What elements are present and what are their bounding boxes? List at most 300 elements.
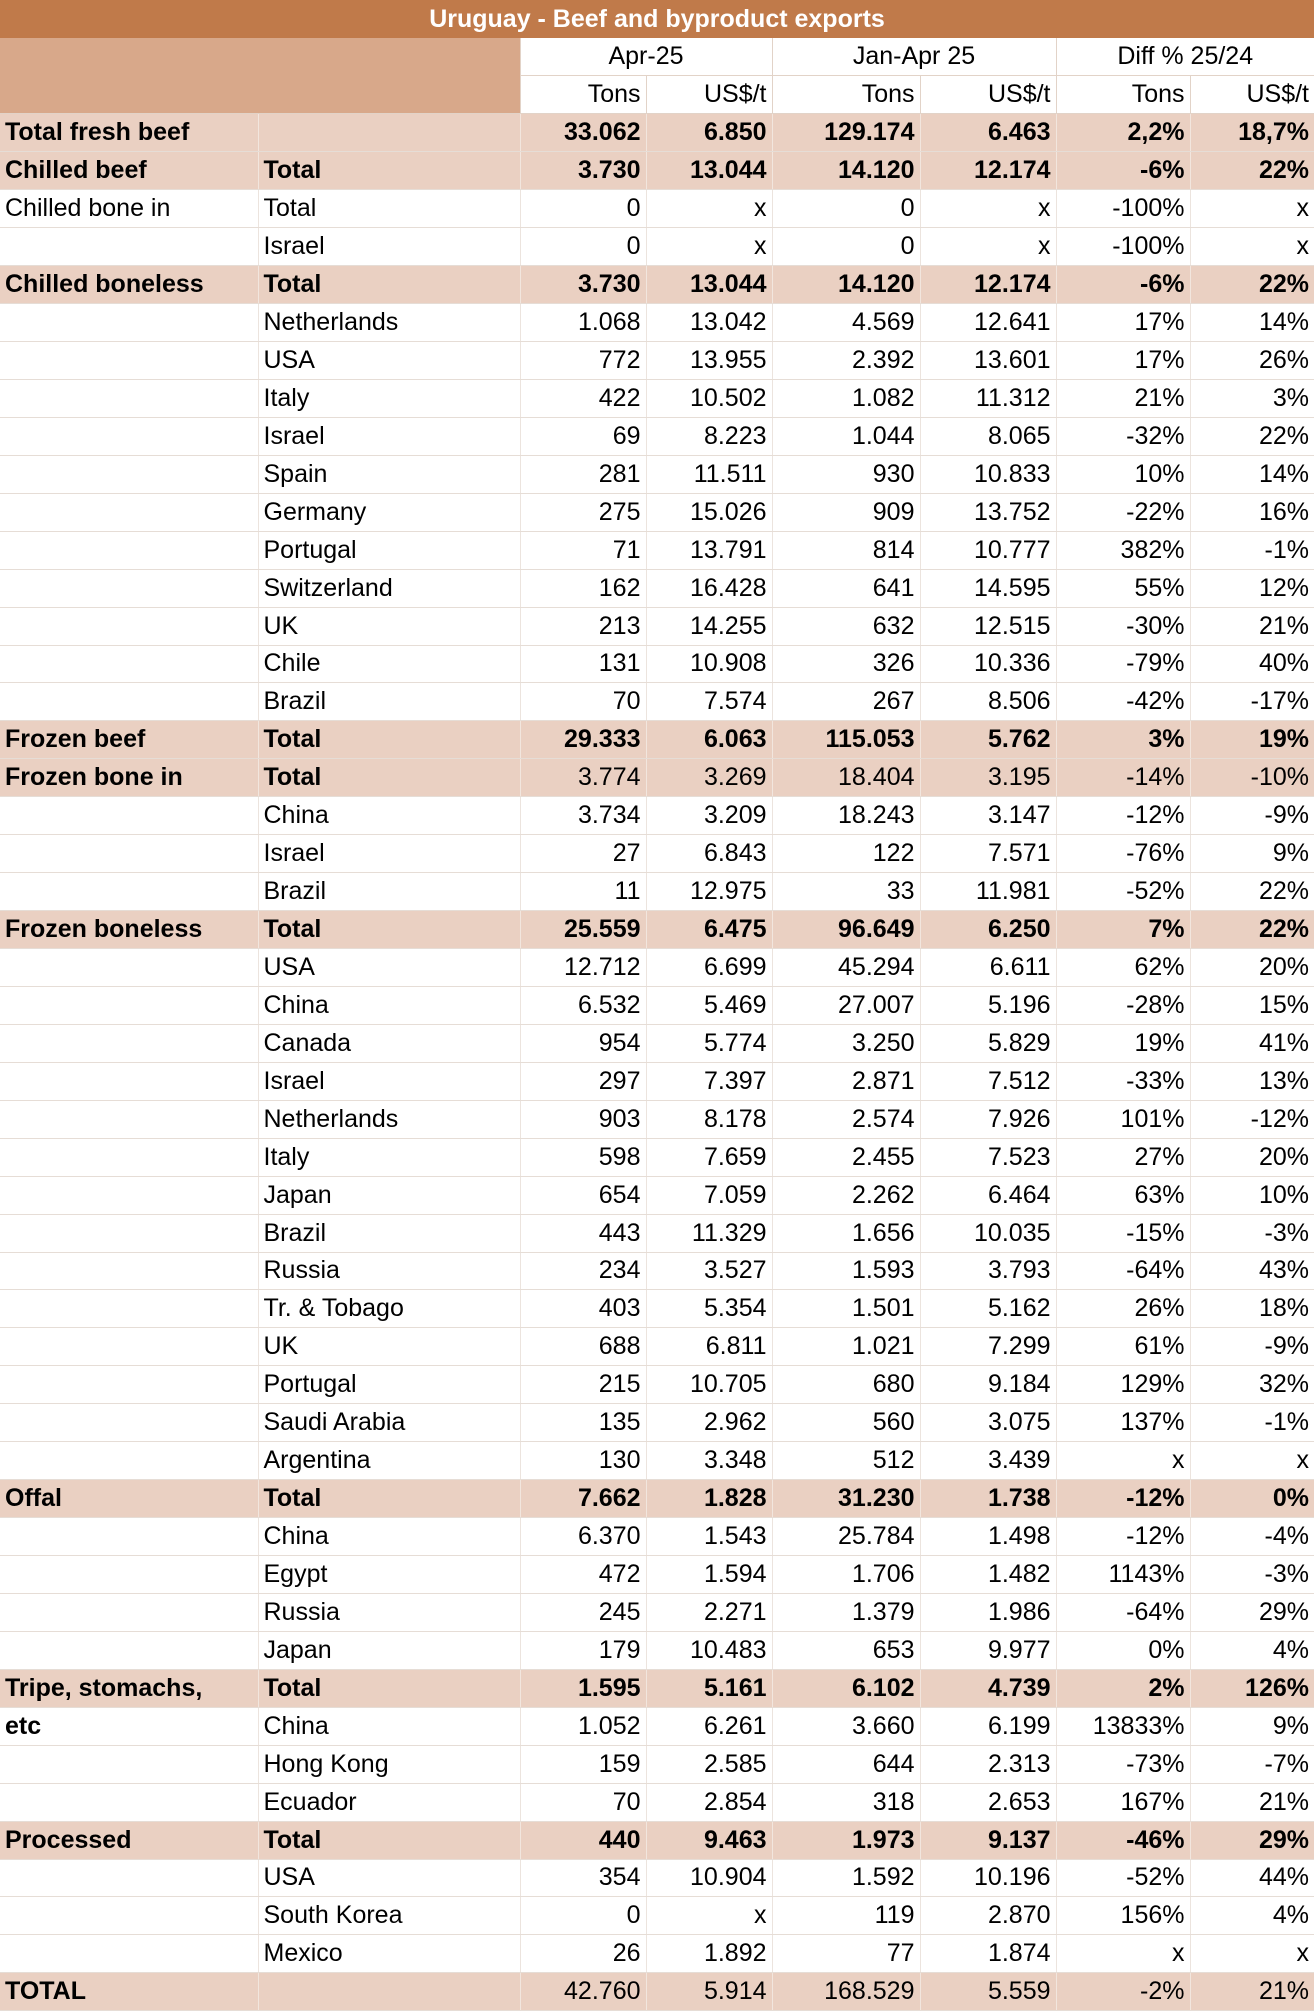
cell-jan-apr-usd-per-ton: 7.299 [920,1328,1056,1366]
row-category-label: Frozen bone in [0,759,258,797]
row-subcategory-label: Brazil [258,683,520,721]
cell-apr-tons: 0 [520,190,646,228]
cell-diff-usd-per-ton: -9% [1190,1328,1314,1366]
table-row [0,1556,1314,1594]
row-subcategory-label: Total [258,1821,520,1859]
row-subcategory-label: Italy [258,379,520,417]
cell-diff-tons: 156% [1056,1897,1190,1935]
cell-apr-tons: 688 [520,1328,646,1366]
cell-diff-usd-per-ton: x [1190,1935,1314,1973]
row-category-label [0,1328,258,1366]
cell-apr-tons: 26 [520,1935,646,1973]
cell-diff-tons: -2% [1056,1973,1190,2011]
cell-apr-tons: 472 [520,1556,646,1594]
cell-diff-usd-per-ton: -3% [1190,1214,1314,1252]
cell-apr-tons: 162 [520,569,646,607]
row-subcategory-label: Brazil [258,1214,520,1252]
cell-diff-tons: -12% [1056,797,1190,835]
cell-apr-tons: 598 [520,1138,646,1176]
cell-diff-usd-per-ton: 19% [1190,721,1314,759]
cell-jan-apr-usd-per-ton: 3.195 [920,759,1056,797]
cell-jan-apr-tons: 1.082 [772,379,920,417]
cell-apr-usd-per-ton: x [646,228,772,266]
row-category-label [0,342,258,380]
cell-apr-usd-per-ton: 10.502 [646,379,772,417]
cell-apr-tons: 11 [520,873,646,911]
table-row [0,1366,1314,1404]
table-row [0,607,1314,645]
row-subcategory-label: Germany [258,493,520,531]
cell-jan-apr-tons: 267 [772,683,920,721]
cell-diff-tons: 17% [1056,342,1190,380]
cell-apr-usd-per-ton: 6.063 [646,721,772,759]
row-subcategory-label: UK [258,607,520,645]
row-category-label [0,493,258,531]
cell-jan-apr-tons: 18.404 [772,759,920,797]
cell-apr-usd-per-ton: 1.594 [646,1556,772,1594]
row-subcategory-label: China [258,986,520,1024]
cell-jan-apr-tons: 2.455 [772,1138,920,1176]
table-row [0,531,1314,569]
cell-apr-tons: 354 [520,1859,646,1897]
cell-jan-apr-usd-per-ton: 6.463 [920,114,1056,152]
cell-diff-tons: -73% [1056,1745,1190,1783]
header-period-diff: Diff % 25/24 [1056,38,1314,76]
header-period-jan-apr: Jan-Apr 25 [772,38,1056,76]
cell-apr-tons: 654 [520,1176,646,1214]
cell-apr-usd-per-ton: 5.469 [646,986,772,1024]
cell-apr-usd-per-ton: 8.178 [646,1100,772,1138]
cell-jan-apr-tons: 119 [772,1897,920,1935]
cell-diff-usd-per-ton: -17% [1190,683,1314,721]
row-subcategory-label: South Korea [258,1897,520,1935]
row-category-label: Chilled bone in [0,190,258,228]
cell-jan-apr-tons: 1.973 [772,1821,920,1859]
cell-diff-usd-per-ton: 12% [1190,569,1314,607]
table-row [0,1100,1314,1138]
cell-apr-usd-per-ton: 2.854 [646,1783,772,1821]
cell-apr-tons: 213 [520,607,646,645]
cell-apr-usd-per-ton: 2.962 [646,1404,772,1442]
header-unit-tons: Tons [772,76,920,114]
row-subcategory-label: Israel [258,1062,520,1100]
cell-apr-tons: 131 [520,645,646,683]
cell-jan-apr-tons: 4.569 [772,304,920,342]
row-category-label [0,645,258,683]
table-total-row [0,266,1314,304]
cell-jan-apr-usd-per-ton: 9.137 [920,1821,1056,1859]
cell-jan-apr-usd-per-ton: 7.926 [920,1100,1056,1138]
table-row [0,417,1314,455]
cell-jan-apr-tons: 644 [772,1745,920,1783]
cell-diff-tons: 55% [1056,569,1190,607]
cell-diff-usd-per-ton: 40% [1190,645,1314,683]
cell-apr-usd-per-ton: 2.271 [646,1593,772,1631]
cell-jan-apr-tons: 96.649 [772,911,920,949]
header-label-area [0,38,520,114]
cell-jan-apr-tons: 326 [772,645,920,683]
table-row [0,1859,1314,1897]
cell-diff-tons: 3% [1056,721,1190,759]
cell-apr-tons: 3.730 [520,152,646,190]
cell-diff-tons: 62% [1056,949,1190,987]
cell-jan-apr-tons: 318 [772,1783,920,1821]
cell-apr-usd-per-ton: 6.475 [646,911,772,949]
row-subcategory-label: Ecuador [258,1783,520,1821]
row-category-label: Processed [0,1821,258,1859]
cell-apr-tons: 6.370 [520,1518,646,1556]
header-unit-usd-per-ton: US$/t [1190,76,1314,114]
cell-jan-apr-tons: 641 [772,569,920,607]
cell-jan-apr-tons: 1.592 [772,1859,920,1897]
cell-jan-apr-usd-per-ton: 12.174 [920,152,1056,190]
cell-diff-usd-per-ton: 22% [1190,873,1314,911]
row-category-label [0,1745,258,1783]
cell-apr-tons: 3.734 [520,797,646,835]
cell-apr-tons: 0 [520,228,646,266]
cell-apr-tons: 3.730 [520,266,646,304]
cell-apr-tons: 27 [520,835,646,873]
cell-diff-usd-per-ton: x [1190,228,1314,266]
row-category-label [0,1631,258,1669]
cell-jan-apr-tons: 512 [772,1442,920,1480]
cell-jan-apr-tons: 45.294 [772,949,920,987]
cell-jan-apr-tons: 6.102 [772,1669,920,1707]
cell-jan-apr-tons: 1.044 [772,417,920,455]
cell-jan-apr-tons: 2.574 [772,1100,920,1138]
cell-diff-tons: -30% [1056,607,1190,645]
row-subcategory-label [258,114,520,152]
row-subcategory-label: Russia [258,1593,520,1631]
cell-apr-usd-per-ton: 5.774 [646,1024,772,1062]
table-row [0,1631,1314,1669]
row-subcategory-label: Saudi Arabia [258,1404,520,1442]
table-row [0,1062,1314,1100]
cell-apr-tons: 42.760 [520,1973,646,2011]
header-period-apr: Apr-25 [520,38,772,76]
cell-jan-apr-tons: 2.871 [772,1062,920,1100]
row-category-label [0,1404,258,1442]
row-subcategory-label: Total [258,759,520,797]
header-unit-usd-per-ton: US$/t [920,76,1056,114]
cell-jan-apr-usd-per-ton: 1.738 [920,1480,1056,1518]
cell-apr-tons: 1.052 [520,1707,646,1745]
cell-apr-usd-per-ton: 8.223 [646,417,772,455]
cell-jan-apr-tons: 1.706 [772,1556,920,1594]
cell-jan-apr-usd-per-ton: 4.739 [920,1669,1056,1707]
row-category-label [0,949,258,987]
cell-jan-apr-usd-per-ton: 5.196 [920,986,1056,1024]
cell-diff-tons: -15% [1056,1214,1190,1252]
cell-jan-apr-tons: 1.021 [772,1328,920,1366]
cell-jan-apr-usd-per-ton: 10.833 [920,455,1056,493]
cell-jan-apr-usd-per-ton: 10.196 [920,1859,1056,1897]
cell-diff-usd-per-ton: 26% [1190,342,1314,380]
table-row [0,683,1314,721]
cell-diff-usd-per-ton: -4% [1190,1518,1314,1556]
table-row [0,1518,1314,1556]
cell-jan-apr-usd-per-ton: 2.313 [920,1745,1056,1783]
cell-jan-apr-usd-per-ton: 6.199 [920,1707,1056,1745]
cell-apr-tons: 772 [520,342,646,380]
cell-apr-tons: 3.774 [520,759,646,797]
cell-jan-apr-usd-per-ton: 5.162 [920,1290,1056,1328]
cell-jan-apr-usd-per-ton: 5.762 [920,721,1056,759]
cell-apr-tons: 215 [520,1366,646,1404]
cell-jan-apr-usd-per-ton: 12.641 [920,304,1056,342]
cell-diff-usd-per-ton: 0% [1190,1480,1314,1518]
cell-jan-apr-usd-per-ton: 12.174 [920,266,1056,304]
cell-diff-tons: 2,2% [1056,114,1190,152]
cell-diff-tons: 21% [1056,379,1190,417]
row-subcategory-label: Total [258,266,520,304]
row-category-label: Frozen boneless [0,911,258,949]
cell-diff-tons: -12% [1056,1480,1190,1518]
row-subcategory-label: Total [258,190,520,228]
cell-diff-tons: 382% [1056,531,1190,569]
cell-diff-tons: 129% [1056,1366,1190,1404]
row-subcategory-label: Japan [258,1176,520,1214]
row-subcategory-label: UK [258,1328,520,1366]
table-row [0,1897,1314,1935]
cell-apr-tons: 70 [520,683,646,721]
cell-diff-usd-per-ton: 43% [1190,1252,1314,1290]
cell-apr-usd-per-ton: 3.209 [646,797,772,835]
cell-apr-usd-per-ton: 7.397 [646,1062,772,1100]
cell-jan-apr-tons: 680 [772,1366,920,1404]
cell-jan-apr-usd-per-ton: 10.777 [920,531,1056,569]
cell-apr-tons: 297 [520,1062,646,1100]
table-row [0,835,1314,873]
cell-apr-tons: 6.532 [520,986,646,1024]
header-unit-usd-per-ton: US$/t [646,76,772,114]
cell-diff-tons: 19% [1056,1024,1190,1062]
table-total-row [0,1821,1314,1859]
row-subcategory-label: USA [258,342,520,380]
cell-jan-apr-tons: 168.529 [772,1973,920,2011]
cell-diff-tons: -32% [1056,417,1190,455]
row-subcategory-label: Total [258,721,520,759]
cell-jan-apr-usd-per-ton: 9.184 [920,1366,1056,1404]
cell-diff-tons: 167% [1056,1783,1190,1821]
cell-diff-usd-per-ton: 21% [1190,1783,1314,1821]
cell-jan-apr-usd-per-ton: 7.523 [920,1138,1056,1176]
cell-jan-apr-usd-per-ton: x [920,190,1056,228]
row-category-label [0,1176,258,1214]
row-subcategory-label: China [258,797,520,835]
cell-apr-usd-per-ton: 12.975 [646,873,772,911]
table-row [0,1024,1314,1062]
cell-diff-tons: -100% [1056,190,1190,228]
cell-jan-apr-usd-per-ton: 13.601 [920,342,1056,380]
cell-jan-apr-tons: 1.379 [772,1593,920,1631]
table-row [0,986,1314,1024]
cell-jan-apr-tons: 1.501 [772,1290,920,1328]
cell-diff-usd-per-ton: 10% [1190,1176,1314,1214]
row-category-label: Chilled boneless [0,266,258,304]
cell-apr-usd-per-ton: 16.428 [646,569,772,607]
table-row [0,1442,1314,1480]
row-subcategory-label: Netherlands [258,1100,520,1138]
cell-jan-apr-tons: 2.392 [772,342,920,380]
cell-apr-usd-per-ton: 7.059 [646,1176,772,1214]
cell-diff-tons: 13833% [1056,1707,1190,1745]
cell-jan-apr-usd-per-ton: 3.793 [920,1252,1056,1290]
row-subcategory-label: Total [258,1669,520,1707]
cell-jan-apr-tons: 632 [772,607,920,645]
table-row [0,1935,1314,1973]
row-category-label: Total fresh beef [0,114,258,152]
row-subcategory-label: Tr. & Tobago [258,1290,520,1328]
table-total-row [0,114,1314,152]
table-title: Uruguay - Beef and byproduct exports [0,0,1314,38]
cell-apr-tons: 954 [520,1024,646,1062]
cell-apr-tons: 234 [520,1252,646,1290]
cell-diff-usd-per-ton: 22% [1190,266,1314,304]
row-category-label [0,683,258,721]
table-total-row [0,1480,1314,1518]
cell-apr-usd-per-ton: 5.354 [646,1290,772,1328]
row-subcategory-label: Total [258,1480,520,1518]
cell-diff-tons: 101% [1056,1100,1190,1138]
table-row [0,228,1314,266]
cell-apr-tons: 443 [520,1214,646,1252]
cell-jan-apr-usd-per-ton: 2.870 [920,1897,1056,1935]
cell-apr-usd-per-ton: 6.850 [646,114,772,152]
row-category-label [0,607,258,645]
table-row [0,873,1314,911]
cell-diff-usd-per-ton: -3% [1190,1556,1314,1594]
cell-diff-tons: -42% [1056,683,1190,721]
cell-apr-tons: 281 [520,455,646,493]
cell-jan-apr-tons: 115.053 [772,721,920,759]
row-category-label [0,304,258,342]
cell-jan-apr-usd-per-ton: 11.981 [920,873,1056,911]
cell-diff-usd-per-ton: 44% [1190,1859,1314,1897]
cell-diff-usd-per-ton: 22% [1190,911,1314,949]
cell-diff-usd-per-ton: 14% [1190,455,1314,493]
cell-apr-usd-per-ton: 1.543 [646,1518,772,1556]
table-row [0,949,1314,987]
row-subcategory-label: Total [258,152,520,190]
cell-diff-usd-per-ton: 4% [1190,1897,1314,1935]
cell-apr-usd-per-ton: 7.659 [646,1138,772,1176]
cell-apr-tons: 0 [520,1897,646,1935]
cell-jan-apr-tons: 0 [772,228,920,266]
row-category-label: Frozen beef [0,721,258,759]
cell-jan-apr-tons: 122 [772,835,920,873]
cell-diff-usd-per-ton: 4% [1190,1631,1314,1669]
cell-apr-usd-per-ton: 10.483 [646,1631,772,1669]
cell-diff-tons: 63% [1056,1176,1190,1214]
row-subcategory-label: Japan [258,1631,520,1669]
cell-apr-usd-per-ton: 6.261 [646,1707,772,1745]
table-row [0,1404,1314,1442]
cell-diff-usd-per-ton: 22% [1190,152,1314,190]
row-category-label [0,1593,258,1631]
row-category-label [0,1100,258,1138]
cell-jan-apr-usd-per-ton: 8.065 [920,417,1056,455]
row-category-label [0,417,258,455]
cell-jan-apr-tons: 77 [772,1935,920,1973]
cell-jan-apr-usd-per-ton: 7.571 [920,835,1056,873]
cell-jan-apr-usd-per-ton: 5.559 [920,1973,1056,2011]
cell-apr-tons: 275 [520,493,646,531]
row-subcategory-label: USA [258,949,520,987]
cell-jan-apr-tons: 1.656 [772,1214,920,1252]
cell-apr-tons: 159 [520,1745,646,1783]
cell-apr-tons: 71 [520,531,646,569]
cell-jan-apr-usd-per-ton: 6.611 [920,949,1056,987]
cell-diff-tons: 27% [1056,1138,1190,1176]
row-category-label [0,1518,258,1556]
row-category-label [0,455,258,493]
cell-jan-apr-usd-per-ton: 3.075 [920,1404,1056,1442]
cell-apr-usd-per-ton: 13.044 [646,152,772,190]
cell-diff-tons: 61% [1056,1328,1190,1366]
table-row [0,455,1314,493]
row-subcategory-label: Netherlands [258,304,520,342]
cell-diff-tons: 0% [1056,1631,1190,1669]
row-subcategory-label: Total [258,911,520,949]
cell-jan-apr-usd-per-ton: 6.464 [920,1176,1056,1214]
cell-apr-tons: 33.062 [520,114,646,152]
cell-apr-usd-per-ton: 6.699 [646,949,772,987]
cell-diff-tons: 17% [1056,304,1190,342]
cell-diff-usd-per-ton: 41% [1190,1024,1314,1062]
cell-apr-usd-per-ton: 10.705 [646,1366,772,1404]
row-subcategory-label: USA [258,1859,520,1897]
row-category-label [0,1897,258,1935]
row-subcategory-label: Spain [258,455,520,493]
cell-jan-apr-tons: 14.120 [772,152,920,190]
table-row [0,190,1314,228]
row-subcategory-label: Portugal [258,1366,520,1404]
row-category-label [0,1062,258,1100]
row-subcategory-label: Portugal [258,531,520,569]
cell-apr-tons: 440 [520,1821,646,1859]
cell-jan-apr-tons: 909 [772,493,920,531]
cell-diff-tons: -14% [1056,759,1190,797]
cell-apr-tons: 7.662 [520,1480,646,1518]
cell-apr-usd-per-ton: 13.042 [646,304,772,342]
row-subcategory-label: Egypt [258,1556,520,1594]
row-subcategory-label: China [258,1518,520,1556]
cell-diff-usd-per-ton: 20% [1190,1138,1314,1176]
cell-apr-usd-per-ton: 3.269 [646,759,772,797]
cell-apr-usd-per-ton: 1.892 [646,1935,772,1973]
cell-apr-tons: 1.595 [520,1669,646,1707]
cell-apr-usd-per-ton: 9.463 [646,1821,772,1859]
cell-diff-tons: -28% [1056,986,1190,1024]
cell-jan-apr-usd-per-ton: 10.336 [920,645,1056,683]
cell-diff-tons: -52% [1056,873,1190,911]
table-row [0,1138,1314,1176]
cell-jan-apr-usd-per-ton: 5.829 [920,1024,1056,1062]
table-row [0,1783,1314,1821]
row-subcategory-label: Switzerland [258,569,520,607]
cell-diff-tons: -22% [1056,493,1190,531]
cell-jan-apr-usd-per-ton: 1.498 [920,1518,1056,1556]
table-row [0,645,1314,683]
row-category-label: Tripe, stomachs, [0,1669,258,1707]
table-row [0,304,1314,342]
cell-diff-usd-per-ton: 16% [1190,493,1314,531]
cell-diff-usd-per-ton: 20% [1190,949,1314,987]
table-row [0,569,1314,607]
cell-jan-apr-tons: 0 [772,190,920,228]
cell-jan-apr-usd-per-ton: x [920,228,1056,266]
